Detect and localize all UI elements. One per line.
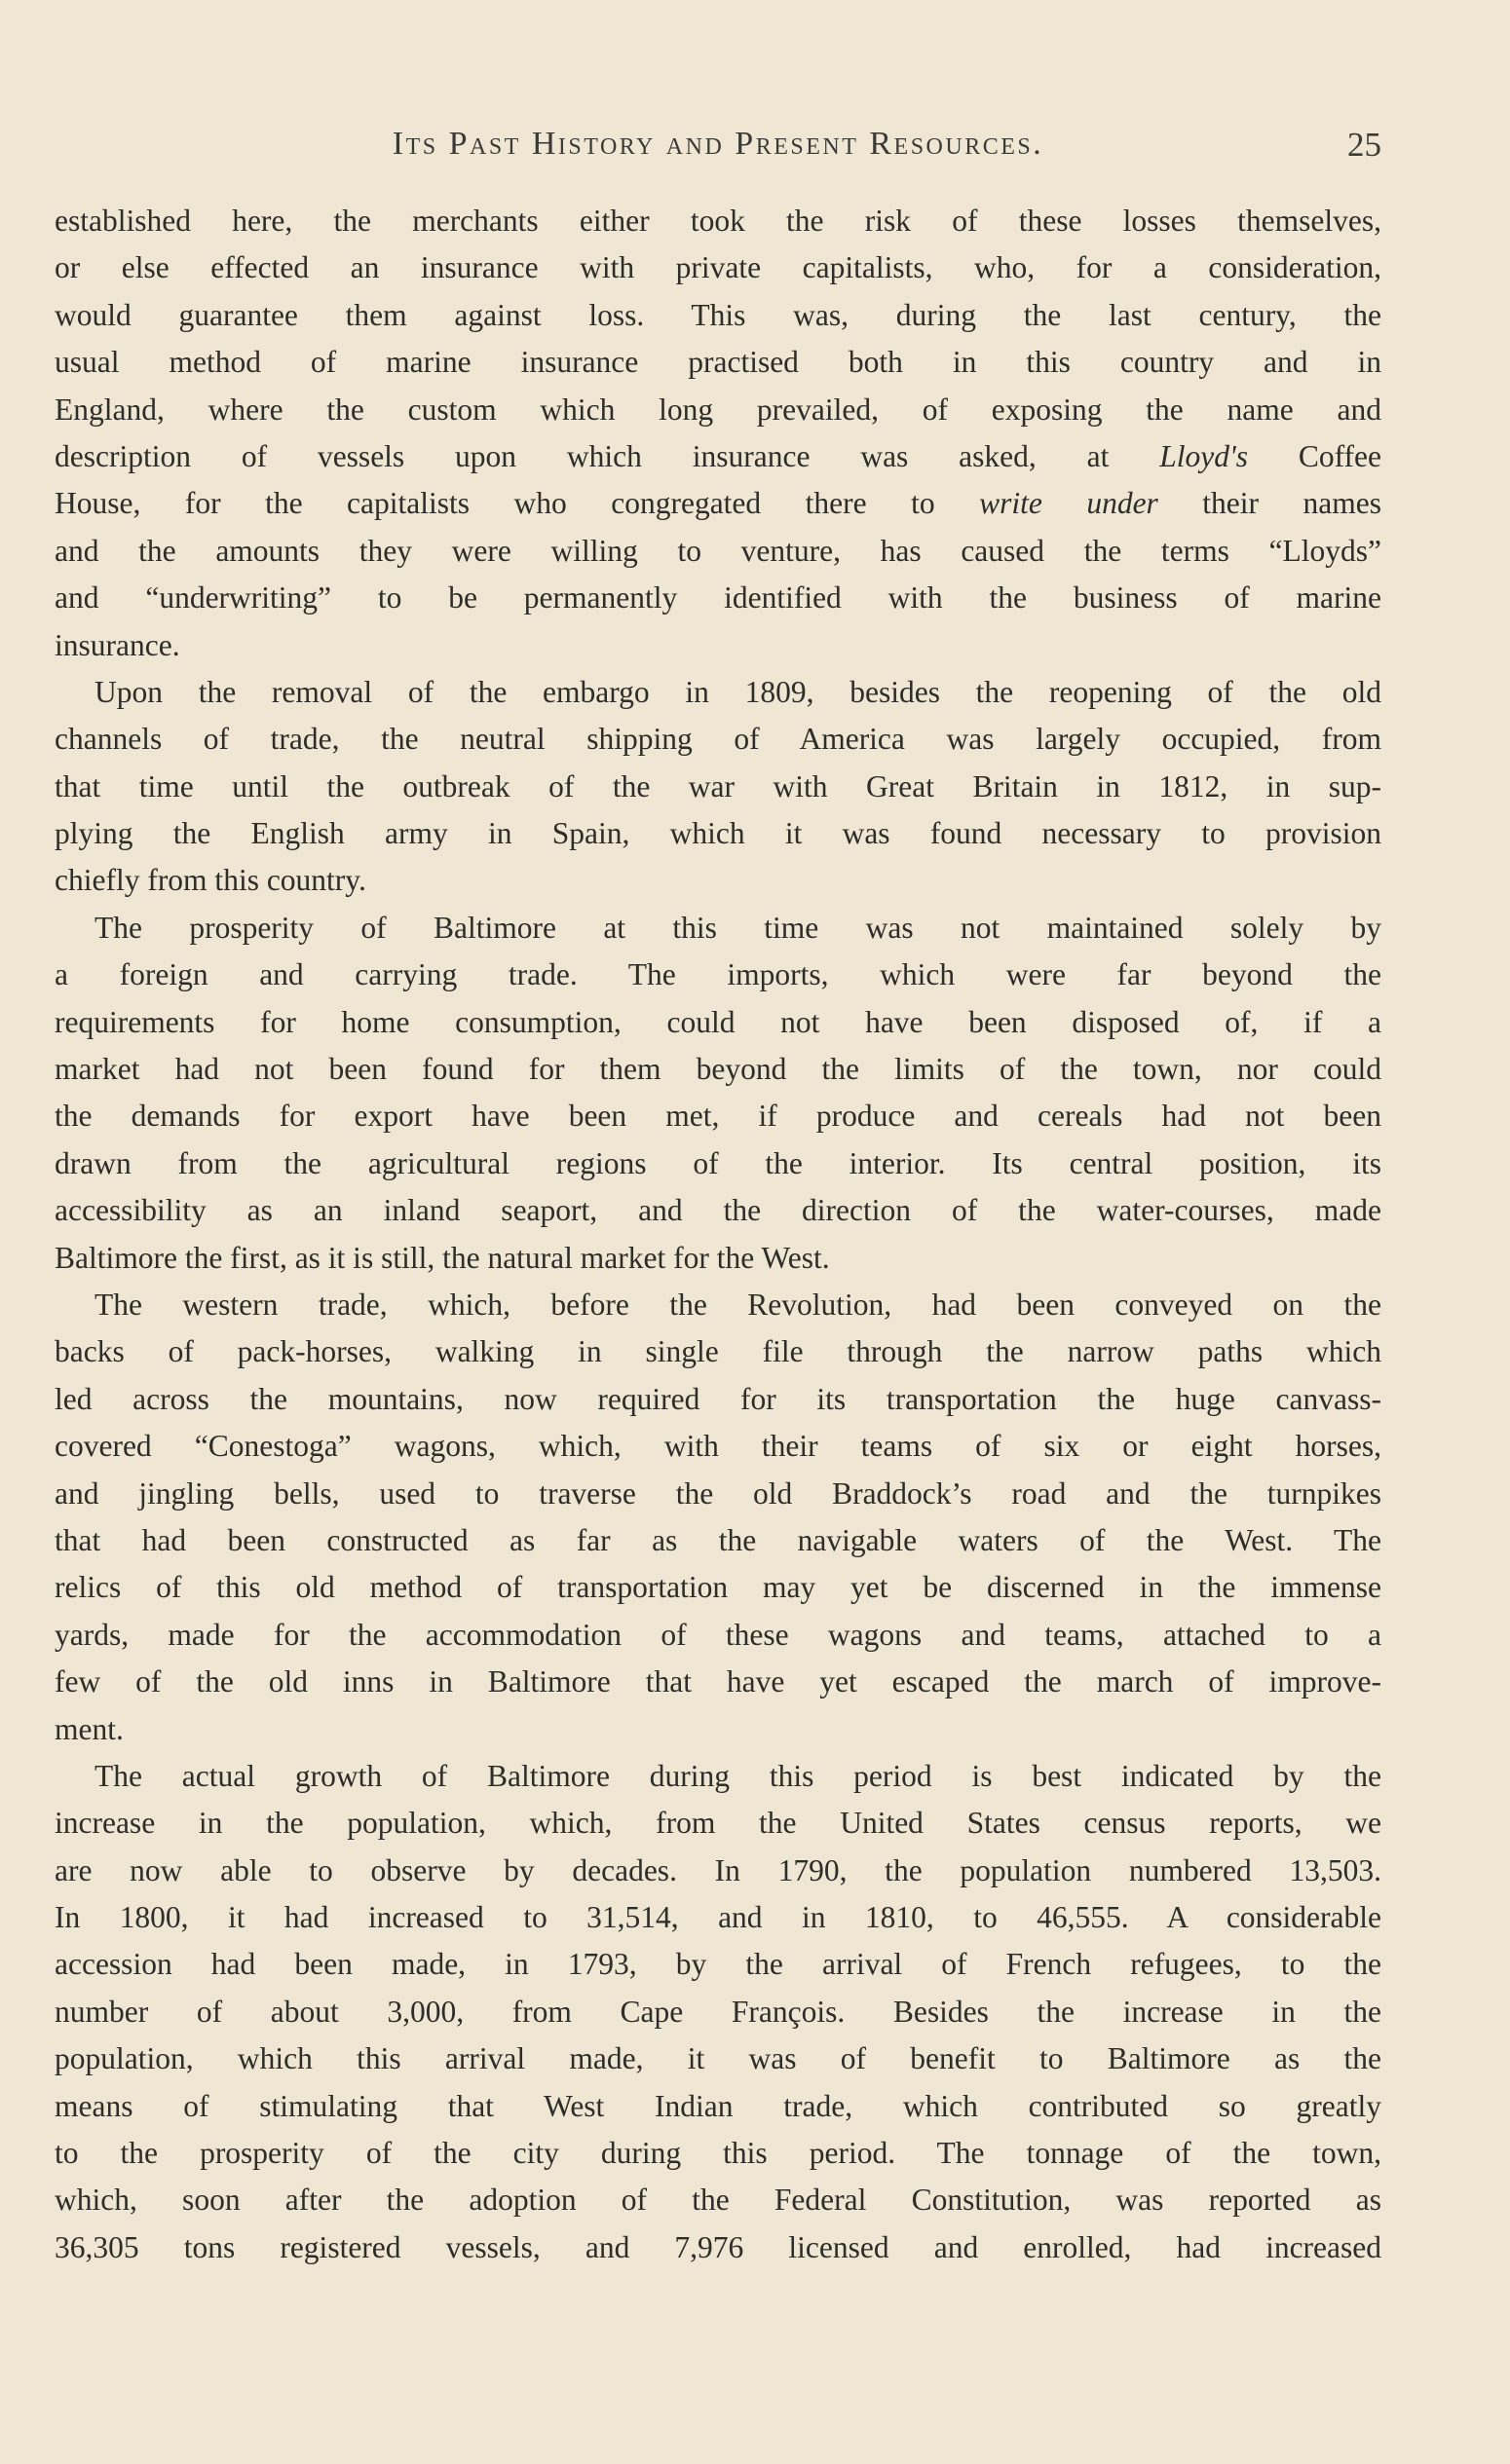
text-run: their names [1157, 486, 1381, 521]
text-run: Coffee [1248, 438, 1382, 473]
text-line: plying the English army in Spain, which it was found necessary to provision [55, 816, 1381, 851]
text-line: relics of this old method of transportation may yet be discerned in the immense [55, 1570, 1381, 1605]
text-line: means of stimulating that West Indian trade, which contributed so greatly [55, 2088, 1381, 2123]
text-line: The prosperity of Baltimore at this time was not maintained solely by [94, 910, 1381, 945]
text-line: and “underwriting” to be permanently identified with the business of marine [55, 580, 1381, 616]
text-run: description of vessels upon which insurance was asked, at [55, 438, 1160, 473]
text-line [55, 480, 1381, 527]
text-line: backs of pack-horses, walking in single file through the narrow paths which [55, 1334, 1381, 1369]
text-line: The western trade, which, before the Revolution, had been conveyed on the [94, 1287, 1381, 1322]
text-line: ment. [55, 1711, 124, 1746]
text-line: 36,305 tons registered vessels, and 7,976 licensed and enrolled, had increased [55, 2229, 1381, 2264]
italic-text: write under [979, 486, 1158, 521]
page-number: 25 [1347, 126, 1381, 164]
text-line: to the prosperity of the city during this period. The tonnage of the town, [55, 2136, 1381, 2171]
text-line: population, which this arrival made, it was of benefit to Baltimore as the [55, 2041, 1381, 2076]
text-line: channels of trade, the neutral shipping of America was largely occupied, from [55, 722, 1381, 757]
text-line: England, where the custom which long prevailed, of exposing the name and [55, 392, 1381, 427]
text-line: the demands for export have been met, if produce and cereals had not been [55, 1099, 1381, 1134]
text-line: are now able to observe by decades. In 1790, the population numbered 13,503. [55, 1852, 1381, 1887]
text-line: increase in the population, which, from the United States census reports, we [55, 1806, 1381, 1841]
running-head: Its Past History and Present Resources. [392, 126, 1044, 162]
text-line: a foreign and carrying trade. The imports, which were far beyond the [55, 957, 1381, 992]
text-line: drawn from the agricultural regions of the interior. Its central position, its [55, 1145, 1381, 1180]
text-line: which, soon after the adoption of the Federal Constitution, was reported as [55, 2183, 1381, 2218]
text-run: House, for the capitalists who congregated there to [55, 486, 980, 521]
text-line: requirements for home consumption, could not have been disposed of, if a [55, 1004, 1381, 1039]
text-line: number of about 3,000, from Cape François. Besides the increase in the [55, 1994, 1381, 2029]
page-header [55, 122, 1381, 170]
text-line: chiefly from this country. [55, 863, 366, 898]
text-line: and jingling bells, used to traverse the old Braddock’s road and the turnpikes [55, 1475, 1381, 1511]
text-line: and the amounts they were willing to venture, has caused the terms “Lloyds” [55, 533, 1381, 568]
text-line: Baltimore the first, as it is still, the natural market for the West. [55, 1240, 830, 1275]
text-line: usual method of marine insurance practised both in this country and in [55, 345, 1381, 380]
text-line: accession had been made, in 1793, by the arrival of French refugees, to the [55, 1947, 1381, 1982]
text-line: In 1800, it had increased to 31,514, and in 1810, to 46,555. A considerable [55, 1900, 1381, 1935]
text-line: that had been constructed as far as the navigable waters of the West. The [55, 1522, 1381, 1557]
text-line: yards, made for the accommodation of these wagons and teams, attached to a [55, 1617, 1381, 1652]
text-line: The actual growth of Baltimore during this period is best indicated by the [94, 1758, 1381, 1793]
italic-text: Lloyd's [1159, 438, 1248, 473]
text-line: few of the old inns in Baltimore that have yet escaped the march of improve- [55, 1664, 1381, 1699]
text-line: Upon the removal of the embargo in 1809, besides the reopening of the old [94, 674, 1381, 709]
text-line: that time until the outbreak of the war with Great Britain in 1812, in sup- [55, 768, 1381, 803]
text-line: accessibility as an inland seaport, and the direction of the water-courses, made [55, 1193, 1381, 1228]
text-line [55, 433, 1381, 480]
text-line: or else effected an insurance with private capitalists, who, for a consideration, [55, 250, 1381, 285]
body-text [55, 198, 1381, 2271]
text-line: insurance. [55, 627, 180, 662]
text-line: led across the mountains, now required for its transportation the huge canvass- [55, 1381, 1381, 1416]
text-line: established here, the merchants either took the risk of these losses themselves, [55, 204, 1381, 238]
text-line: market had not been found for them beyond the limits of the town, nor could [55, 1052, 1381, 1087]
text-line: would guarantee them against loss. This was, during the last century, the [55, 297, 1381, 332]
text-line: covered “Conestoga” wagons, which, with their teams of six or eight horses, [55, 1429, 1381, 1464]
